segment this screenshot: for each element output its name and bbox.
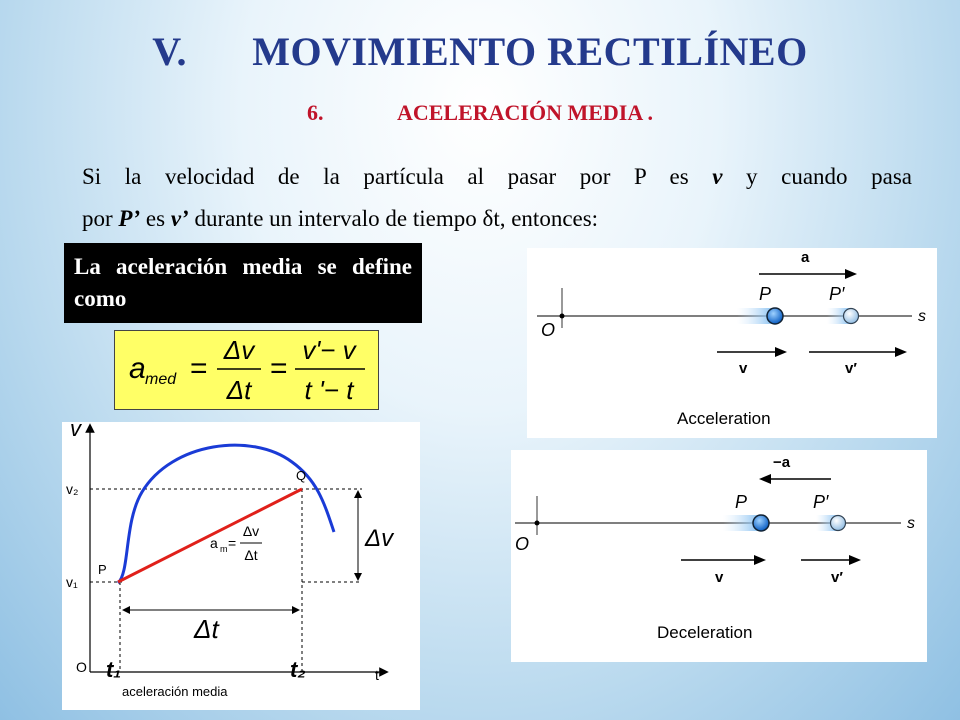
- deceleration-svg: [511, 450, 927, 662]
- origin-label: O: [76, 659, 87, 675]
- particle-p: [767, 308, 783, 324]
- dt-label: Δt: [194, 614, 219, 644]
- formula-eq2: =: [270, 352, 288, 385]
- point-p-label: P: [98, 562, 107, 577]
- particle-pp: [844, 309, 859, 324]
- formula-eq1: =: [190, 352, 208, 385]
- v1-label: v₁: [66, 574, 78, 590]
- p-label: P: [735, 492, 748, 512]
- acceleration-svg: [527, 248, 937, 438]
- deceleration-diagram: [511, 450, 927, 662]
- title-number: V.: [152, 29, 188, 74]
- origin-label: O: [515, 534, 530, 554]
- am-label: a: [210, 535, 218, 551]
- paragraph-line-1: Si la velocidad de la partícula al pasar por P es v y cuando pasa: [82, 164, 912, 189]
- subtitle-number: 6.: [306, 100, 324, 125]
- dv-label: Δv: [365, 525, 394, 552]
- neg-a-label: −a: [773, 454, 791, 471]
- section-subtitle: [0, 100, 960, 126]
- formula-svg: [115, 331, 378, 409]
- vp-label: v′: [845, 360, 857, 377]
- deceleration-caption: Deceleration: [657, 623, 753, 642]
- s-label: s: [918, 308, 926, 325]
- am-sub: m: [220, 544, 228, 554]
- pp-label: P′: [813, 492, 829, 512]
- point-q-label: Q: [296, 468, 307, 483]
- pp-label: P′: [829, 284, 845, 304]
- formula-den2: t '− t: [304, 375, 354, 405]
- v-label: v: [715, 569, 724, 586]
- origin-label: O: [541, 320, 556, 340]
- formula-sub: med: [145, 371, 177, 388]
- formula-box: [114, 330, 379, 410]
- title-text: MOVIMIENTO RECTILÍNEO: [252, 29, 808, 74]
- particle-p: [753, 515, 769, 531]
- x-axis-label: t: [375, 667, 379, 683]
- acceleration-diagram: [527, 248, 937, 438]
- t2-label: t₂: [290, 657, 306, 682]
- graph-svg: [62, 422, 420, 710]
- am-den: Δt: [244, 547, 258, 563]
- acceleration-caption: Acceleration: [677, 409, 771, 428]
- guide-lines: [90, 489, 362, 672]
- y-axis-label: v: [70, 422, 81, 441]
- graph-caption: aceleración media: [122, 684, 228, 699]
- s-label: s: [907, 515, 915, 532]
- am-num: Δv: [242, 523, 260, 539]
- t1-label: t₁: [106, 657, 122, 682]
- paragraph-line-2: por P’ es v’ durante un intervalo de tiempo δt, entonces:: [82, 206, 599, 231]
- vp-label: v′: [831, 569, 843, 586]
- v-label: v: [739, 360, 748, 377]
- p-label: P: [759, 284, 772, 304]
- formula-num1: Δv: [223, 335, 255, 365]
- formula-den1: Δt: [226, 375, 252, 405]
- v2-label: v₂: [66, 481, 79, 497]
- svg-text:=: =: [228, 535, 237, 551]
- a-label: a: [801, 249, 810, 266]
- intro-paragraph: [82, 156, 912, 240]
- subtitle-text: ACELERACIÓN MEDIA .: [396, 100, 654, 125]
- formula-lhs: a: [129, 352, 146, 385]
- page-title: [0, 28, 960, 75]
- velocity-time-graph: [62, 422, 420, 710]
- formula-num2: v'− v: [302, 335, 356, 365]
- particle-pp: [831, 516, 846, 531]
- definition-box: La aceleración media se define como: [64, 243, 422, 323]
